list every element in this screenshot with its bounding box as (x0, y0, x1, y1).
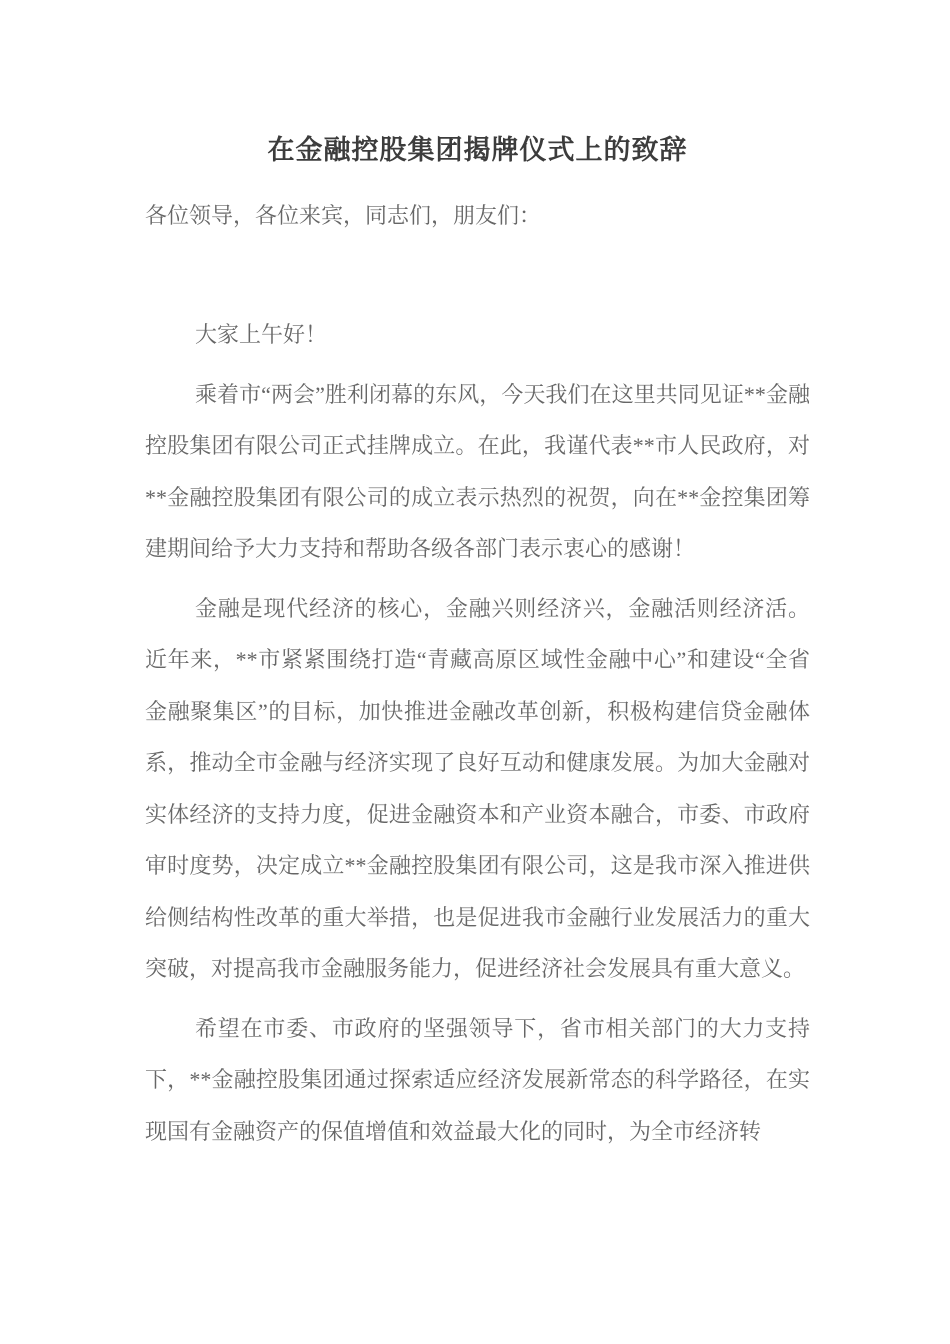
blank-line (145, 250, 810, 302)
salutation-line: 各位领导，各位来宾，同志们，朋友们： (145, 203, 542, 228)
document-title: 在金融控股集团揭牌仪式上的致辞 (267, 135, 688, 165)
paragraph-significance: 金融是现代经济的核心，金融兴则经济兴，金融活则经济活。近年来，**市紧紧围绕打造“青藏高原区域性金融中心”和建设“全省金融聚集区”的目标，加快推进金融改革创新，积极构建信贷金融体系，推动全市金融与经济实现了良好互动和健康发展。为加大金融对实体经济的支持力度，促进金融资本和产业资本融合，市委、市政府审时度势，决定成立**金融控股集团有限公司，这是我市深入推进供给侧结构性改革的重大举措，也是促进我市金融行业发展活力的重大突破，对提高我市金融服务能力，促进经济社会发展具有重大意义。 (145, 595, 810, 981)
paragraph-hope: 希望在市委、市政府的坚强领导下，省市相关部门的大力支持下，**金融控股集团通过探索适应经济发展新常态的科学路径，在实现国有金融资产的保值增值和效益最大化的同时，为全市经济转 (145, 1015, 810, 1144)
paragraph-greeting: 大家上午好！ (195, 322, 328, 347)
paragraph-opening: 乘着市“两会”胜利闭幕的东风，今天我们在这里共同见证**金融控股集团有限公司正式挂牌成立。在此，我谨代表**市人民政府，对**金融控股集团有限公司的成立表示热烈的祝贺，向在**金控集团筹建期间给予大力支持和帮助各级各部门表示衷心的感谢！ (145, 381, 811, 561)
